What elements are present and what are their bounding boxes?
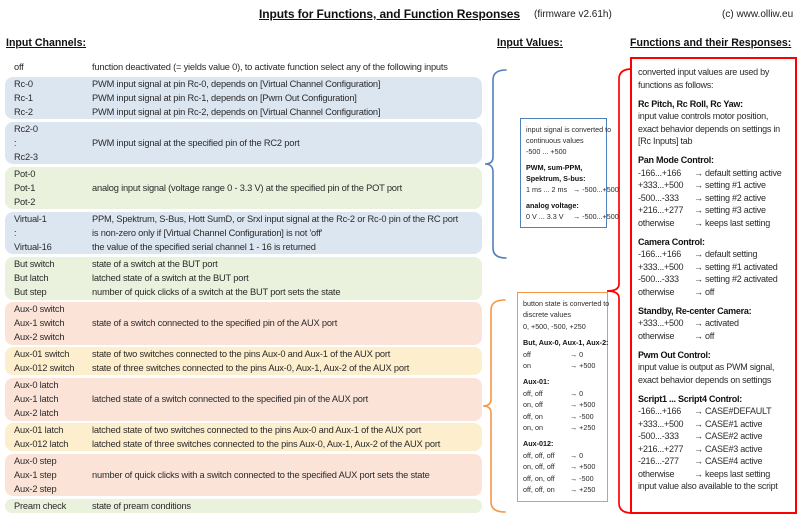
value-map-row: [523, 461, 602, 472]
channel-row: [5, 257, 482, 271]
function-map-input: -500...-333: [638, 192, 679, 203]
function-description-line: exact behavior depends on settings in: [638, 123, 780, 134]
value-map-row: [523, 411, 602, 422]
channel-description: state of a switch connected to the specified pin of the AUX port: [92, 318, 338, 329]
channel-label: Rc2-0: [14, 123, 38, 134]
channel-description: function deactivated (= yields value 0), to activate function select any of the following inputs: [92, 62, 448, 73]
channel-label: But switch: [14, 259, 55, 270]
channel-row: [5, 378, 482, 392]
function-map-row: [638, 455, 789, 468]
functions-responses-box: [630, 57, 797, 514]
value-box-line: discrete values: [523, 310, 571, 320]
channel-label: Virtual-16: [14, 242, 52, 253]
channel-row: [5, 195, 482, 209]
channel-description: PWM input signal at pin Rc-1, depends on [Pwm Out Configuration]: [92, 92, 357, 103]
function-map-input: -500...-333: [638, 431, 679, 441]
channel-group: [5, 212, 482, 255]
function-title: Camera Control:: [638, 236, 705, 247]
heading-functions-responses: Functions and their Responses:: [630, 37, 792, 49]
channel-description: number of quick clicks with a switch connected to the specified AUX port sets the state: [92, 470, 430, 481]
channel-label: Virtual-1: [14, 213, 47, 224]
function-map-response: → CASE#4 active: [694, 456, 763, 466]
function-map-response: → CASE#2 active: [694, 431, 763, 441]
value-map-row: [523, 349, 602, 360]
channel-row: [5, 406, 482, 420]
value-box-line: button state is converted to: [523, 299, 610, 308]
channel-row: [5, 60, 482, 74]
channel-row: [5, 122, 482, 136]
value-map-row: [523, 484, 602, 495]
function-map-row: [638, 217, 789, 230]
channel-row: [5, 423, 482, 437]
channel-label: :: [14, 138, 17, 149]
function-map-row: [638, 405, 789, 418]
function-map-input: -166...+166: [638, 167, 682, 178]
channel-row: [5, 437, 482, 451]
function-map-input: otherwise: [638, 286, 675, 297]
value-map-row: [523, 399, 602, 410]
channel-group: [5, 347, 482, 375]
value-box-line: analog voltage:: [526, 201, 579, 210]
function-map-response: → setting #1 activated: [694, 261, 778, 272]
value-map-output: → +250: [570, 423, 596, 433]
channel-label: Pot-0: [14, 168, 36, 179]
function-map-response: → CASE#1 active: [694, 418, 763, 429]
channel-label: Aux-01 switch: [14, 349, 70, 360]
value-box-line: Spektrum, S-bus:: [526, 174, 586, 183]
channel-row: [5, 240, 482, 254]
function-map-input: +333...+500: [638, 318, 684, 328]
channel-row: [5, 105, 482, 119]
function-map-row: [638, 261, 789, 274]
function-map-response: → default setting: [694, 249, 758, 259]
value-map-row: [523, 360, 602, 371]
function-map-response: → setting #1 active: [694, 180, 766, 190]
channel-group: [5, 378, 482, 421]
channel-description: latched state of a switch connected to the specified pin of the AUX port: [92, 394, 369, 405]
function-map-row: [638, 273, 789, 286]
function-map-row: [638, 204, 789, 217]
function-map-response: → setting #2 active: [694, 192, 766, 203]
discrete-group-brace: [483, 300, 505, 512]
value-box-line: Aux-01:: [523, 377, 550, 387]
discrete-values-box: [517, 292, 608, 502]
function-map-input: +216...+277: [638, 443, 684, 454]
value-map-output: → 0: [570, 349, 584, 359]
function-map-response: → CASE#DEFAULT: [694, 406, 772, 416]
functions-intro-line: functions as follows:: [638, 79, 714, 90]
channel-group: [5, 122, 482, 165]
value-box-line: input signal is converted to: [526, 125, 612, 134]
channel-label: Aux-1 switch: [14, 318, 65, 329]
value-map-output: → +500: [570, 462, 596, 472]
value-map-input: 1 ms ... 2 ms: [526, 185, 568, 194]
function-map-response: → keeps last setting: [694, 217, 771, 228]
function-map-row: [638, 418, 789, 431]
channel-row: [5, 316, 482, 330]
function-map-response: → off: [694, 286, 715, 297]
function-description-line: input value controls motor position,: [638, 111, 769, 121]
channel-description: latched state of a switch at the BUT port: [92, 273, 249, 284]
channel-description: latched state of three switches connected to the pins Aux-0, Aux-1, Aux-2 of the AUX port: [92, 439, 441, 450]
function-map-input: +333...+500: [638, 418, 684, 429]
channel-group: [5, 499, 482, 513]
channel-row: [5, 468, 482, 482]
continuous-values-box: [520, 118, 619, 228]
value-map-input: off: [523, 349, 531, 359]
value-map-output: → +500: [570, 361, 596, 371]
value-map-input: off, off: [523, 388, 543, 398]
function-map-row: [638, 192, 789, 205]
function-map-row: [638, 179, 789, 192]
channel-label: Pot-2: [14, 197, 36, 208]
function-map-response: → default setting active: [694, 167, 782, 178]
channel-row: [5, 212, 482, 226]
function-map-response: → CASE#3 active: [694, 443, 763, 454]
channel-description: is non-zero only if [Virtual Channel Configuration] is not 'off': [92, 228, 323, 239]
channel-label: Rc-2: [14, 107, 33, 118]
value-map-input: off, on: [523, 411, 543, 421]
function-map-input: -166...+166: [638, 406, 682, 416]
function-map-input: +216...+277: [638, 205, 684, 215]
channel-row: [5, 285, 482, 299]
channel-label: Aux-2 step: [14, 484, 57, 495]
value-map-output: → +500: [570, 400, 596, 410]
channel-row: [5, 454, 482, 468]
channel-description: analog input signal (voltage range 0 - 3.3 V) at the specified pin of the POT port: [92, 183, 403, 194]
continuous-group-brace: [485, 70, 506, 258]
function-title: Standby, Re-center Camera:: [638, 305, 752, 316]
function-title: Pan Mode Control:: [638, 155, 714, 165]
channel-group: [5, 302, 482, 345]
function-map-response: → keeps last setting: [694, 468, 771, 479]
function-footer-line: input value also available to the script: [638, 481, 778, 491]
value-map-input: 0 V ... 3.3 V: [526, 212, 564, 221]
value-map-output: → 0: [570, 450, 584, 460]
channel-group: [5, 423, 482, 451]
value-map-input: on, off, off: [523, 462, 555, 472]
value-map-output: → 0: [570, 388, 584, 398]
function-map-row: [638, 443, 789, 456]
channel-row: [5, 392, 482, 406]
function-map-row: [638, 286, 789, 299]
copyright: (c) www.olliw.eu: [722, 9, 794, 20]
value-map-input: on: [523, 361, 531, 371]
value-map-output: → -500...+500: [573, 212, 619, 221]
channel-group: [5, 60, 482, 74]
channel-label: Aux-012 latch: [14, 439, 69, 450]
value-map-output: → +250: [570, 485, 596, 495]
channel-description: PWM input signal at pin Rc-2, depends on [Virtual Channel Configuration]: [92, 107, 381, 118]
value-map-input: on, on: [523, 423, 543, 433]
channel-label: But latch: [14, 273, 49, 284]
function-map-input: otherwise: [638, 330, 675, 341]
function-map-input: +333...+500: [638, 180, 684, 190]
channel-row: [5, 226, 482, 240]
channel-label: Aux-0 step: [14, 455, 57, 466]
channel-label: Aux-2 switch: [14, 332, 65, 343]
function-map-response: → setting #2 activated: [694, 274, 778, 284]
page-title: Inputs for Functions, and Function Responses: [259, 7, 520, 21]
channel-label: Pream check: [14, 501, 67, 512]
value-map-row: [523, 473, 602, 484]
function-description-line: exact behavior depends on settings: [638, 374, 772, 385]
channel-description: state of two switches connected to the pins Aux-0 and Aux-1 of the AUX port: [92, 349, 391, 360]
channel-row: [5, 77, 482, 91]
channel-description: PWM input signal at pin Rc-0, depends on [Virtual Channel Configuration]: [92, 78, 381, 89]
channel-row: [5, 91, 482, 105]
value-box-line: Aux-012:: [523, 439, 554, 449]
functions-intro-line: converted input values are used by: [638, 67, 770, 77]
heading-input-channels: Input Channels:: [6, 37, 87, 49]
function-map-row: [638, 468, 789, 481]
function-map-row: [638, 317, 789, 330]
channel-label: But step: [14, 287, 47, 298]
function-title: Rc Pitch, Rc Roll, Rc Yaw:: [638, 98, 743, 109]
function-map-input: otherwise: [638, 468, 675, 479]
value-map-row: [523, 388, 602, 399]
value-map-row: [526, 211, 619, 222]
channel-description: state of pream conditions: [92, 501, 191, 512]
function-map-input: +333...+500: [638, 261, 684, 272]
channel-label: Rc-1: [14, 92, 33, 103]
channel-row: [5, 150, 482, 164]
function-map-row: [638, 430, 789, 443]
channel-label: Rc-0: [14, 78, 33, 89]
value-map-output: → -500...+500: [573, 185, 619, 194]
function-description-line: input value is output as PWM signal,: [638, 362, 775, 372]
value-map-row: [526, 184, 619, 195]
channel-description: number of quick clicks of a switch at the BUT port sets the state: [92, 287, 341, 298]
channel-description: state of a switch at the BUT port: [92, 259, 218, 270]
function-title: Script1 ... Script4 Control:: [638, 393, 743, 404]
value-map-row: [523, 450, 602, 461]
channel-label: Pot-1: [14, 183, 36, 194]
channel-description: PPM, Spektrum, S-Bus, Hott SumD, or Srxl input signal at the Rc-2 or Rc-0 pin of the RC port: [92, 213, 459, 224]
channel-label: Aux-1 step: [14, 470, 57, 481]
channel-row: [5, 181, 482, 195]
value-map-output: → -500: [570, 473, 594, 483]
function-map-response: → activated: [694, 318, 739, 328]
function-map-input: -500...-333: [638, 274, 679, 284]
channel-label: Aux-01 latch: [14, 425, 64, 436]
function-title: Pwm Out Control:: [638, 349, 711, 360]
channel-label: Aux-012 switch: [14, 363, 75, 374]
channel-description: state of three switches connected to the pins Aux-0, Aux-1, Aux-2 of the AUX port: [92, 363, 410, 374]
value-map-input: off, off, off: [523, 450, 555, 460]
function-map-row: [638, 330, 789, 343]
channel-group: [5, 257, 482, 300]
channel-row: [5, 482, 482, 496]
function-map-input: -166...+166: [638, 249, 682, 259]
channel-group: [5, 454, 482, 497]
value-map-row: [523, 422, 602, 433]
firmware-version: (firmware v2.61h): [534, 9, 612, 20]
functions-group-brace: [607, 69, 632, 513]
channel-label: Rc2-3: [14, 152, 38, 163]
channel-row: [5, 499, 482, 513]
function-description-line: [Rc Inputs] tab: [638, 136, 693, 146]
channel-label: Aux-1 latch: [14, 394, 59, 405]
channel-row: [5, 167, 482, 181]
value-map-output: → -500: [570, 411, 594, 421]
function-map-row: [638, 248, 789, 261]
function-map-input: -216...-277: [638, 456, 679, 466]
channel-group: [5, 167, 482, 210]
channel-group: [5, 77, 482, 120]
value-map-input: off, on, off: [523, 473, 555, 483]
value-box-line: But, Aux-0, Aux-1, Aux-2:: [523, 338, 609, 348]
input-channels-table: [5, 60, 482, 516]
channel-row: [5, 330, 482, 344]
value-map-input: off, off, on: [523, 485, 555, 495]
value-box-line: PWM, sum-PPM,: [526, 163, 583, 172]
value-box-line: continuous values: [526, 136, 584, 145]
heading-input-values: Input Values:: [497, 37, 563, 49]
channel-description: PWM input signal at the specified pin of the RC2 port: [92, 138, 300, 149]
function-map-row: [638, 167, 789, 180]
value-map-input: on, off: [523, 400, 543, 410]
channel-label: Aux-0 latch: [14, 380, 59, 391]
channel-label: off: [14, 62, 24, 73]
channel-description: the value of the specified serial channel 1 - 16 is returned: [92, 242, 316, 253]
function-map-response: → setting #3 active: [694, 205, 766, 215]
channel-row: [5, 361, 482, 375]
channel-label: Aux-0 switch: [14, 304, 65, 315]
channel-description: latched state of two switches connected to the pins Aux-0 and Aux-1 of the AUX port: [92, 425, 422, 436]
value-box-line: 0, +500, -500, +250: [523, 321, 586, 331]
channel-row: [5, 136, 482, 150]
value-box-line: -500 ... +500: [526, 147, 567, 156]
channel-row: [5, 271, 482, 285]
channel-label: :: [14, 228, 17, 239]
channel-row: [5, 347, 482, 361]
function-map-input: otherwise: [638, 217, 675, 228]
channel-label: Aux-2 latch: [14, 408, 59, 419]
channel-row: [5, 302, 482, 316]
function-map-response: → off: [694, 330, 715, 341]
